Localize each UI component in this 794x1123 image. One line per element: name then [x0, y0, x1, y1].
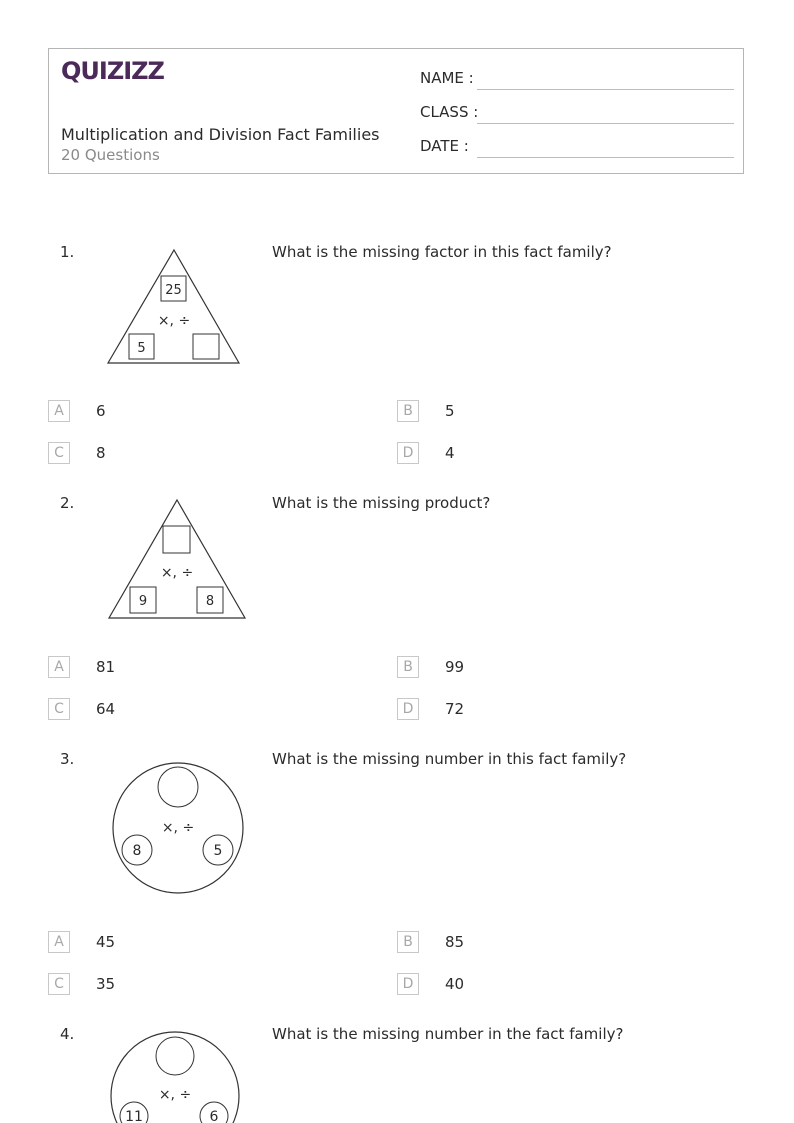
fact-family-triangle [100, 244, 250, 369]
right-number: 6 [209, 1109, 219, 1123]
answer-option[interactable] [48, 931, 368, 955]
option-letter: D [397, 973, 419, 995]
option-letter: C [48, 973, 70, 995]
operation-symbols: ×, ÷ [158, 1087, 192, 1103]
option-value: 8 [96, 444, 106, 462]
option-letter: D [397, 698, 419, 720]
operation-symbols: ×, ÷ [160, 565, 194, 581]
option-value: 81 [96, 658, 116, 676]
question-text: What is the missing factor in this fact family? [272, 243, 612, 261]
question-number: 1. [60, 243, 75, 261]
left-number: 8 [132, 843, 142, 859]
question-text: What is the missing number in this fact family? [272, 750, 627, 768]
quizizz-logo: QUIZIZZ [61, 57, 164, 85]
answer-option[interactable] [397, 698, 717, 722]
option-letter: B [397, 656, 419, 678]
option-value: 85 [445, 933, 465, 951]
option-value: 99 [445, 658, 465, 676]
option-letter: C [48, 698, 70, 720]
option-value: 4 [445, 444, 455, 462]
answer-option[interactable] [48, 973, 368, 997]
option-letter: C [48, 442, 70, 464]
answer-option[interactable] [48, 400, 368, 424]
option-letter: A [48, 931, 70, 953]
left-number: 11 [125, 1109, 143, 1123]
name-label: NAME : [420, 69, 474, 87]
option-letter: A [48, 400, 70, 422]
name-line[interactable] [477, 89, 734, 90]
option-letter: B [397, 931, 419, 953]
answer-option[interactable] [48, 442, 368, 466]
top-number-circle [156, 1037, 194, 1075]
question-text: What is the missing product? [272, 494, 491, 512]
worksheet-title: Multiplication and Division Fact Families [61, 125, 380, 144]
option-value: 6 [96, 402, 106, 420]
answer-option[interactable] [397, 400, 717, 424]
option-value: 45 [96, 933, 116, 951]
top-number-box [163, 526, 190, 553]
top-number: 25 [165, 283, 182, 298]
operation-symbols: ×, ÷ [161, 820, 195, 836]
class-field[interactable] [420, 103, 734, 125]
answer-option[interactable] [397, 931, 717, 955]
answer-option[interactable] [397, 656, 717, 680]
right-number: 5 [213, 843, 223, 859]
option-value: 35 [96, 975, 116, 993]
option-value: 64 [96, 700, 116, 718]
option-value: 5 [445, 402, 455, 420]
left-number: 9 [138, 594, 148, 609]
question-number: 2. [60, 494, 75, 512]
date-line[interactable] [477, 157, 734, 158]
date-field[interactable] [420, 137, 734, 159]
option-letter: A [48, 656, 70, 678]
class-label: CLASS : [420, 103, 479, 121]
answer-option[interactable] [48, 698, 368, 722]
left-number: 5 [137, 341, 146, 356]
question-text: What is the missing number in the fact family? [272, 1025, 624, 1043]
question-number: 4. [60, 1025, 75, 1043]
class-line[interactable] [477, 123, 734, 124]
option-letter: B [397, 400, 419, 422]
top-number-circle [158, 767, 198, 807]
question-number: 3. [60, 750, 75, 768]
fact-family-circle [103, 1028, 249, 1123]
operation-symbols: ×, ÷ [157, 313, 191, 329]
answer-option[interactable] [48, 656, 368, 680]
name-field[interactable] [420, 69, 734, 91]
fact-family-circle [105, 756, 251, 900]
option-value: 40 [445, 975, 465, 993]
answer-option[interactable] [397, 442, 717, 466]
worksheet-header [48, 48, 744, 174]
option-value: 72 [445, 700, 465, 718]
right-number-box [193, 334, 219, 359]
answer-option[interactable] [397, 973, 717, 997]
right-number: 8 [205, 594, 215, 609]
fact-family-triangle [100, 494, 255, 624]
question-count: 20 Questions [61, 146, 160, 164]
option-letter: D [397, 442, 419, 464]
date-label: DATE : [420, 137, 469, 155]
